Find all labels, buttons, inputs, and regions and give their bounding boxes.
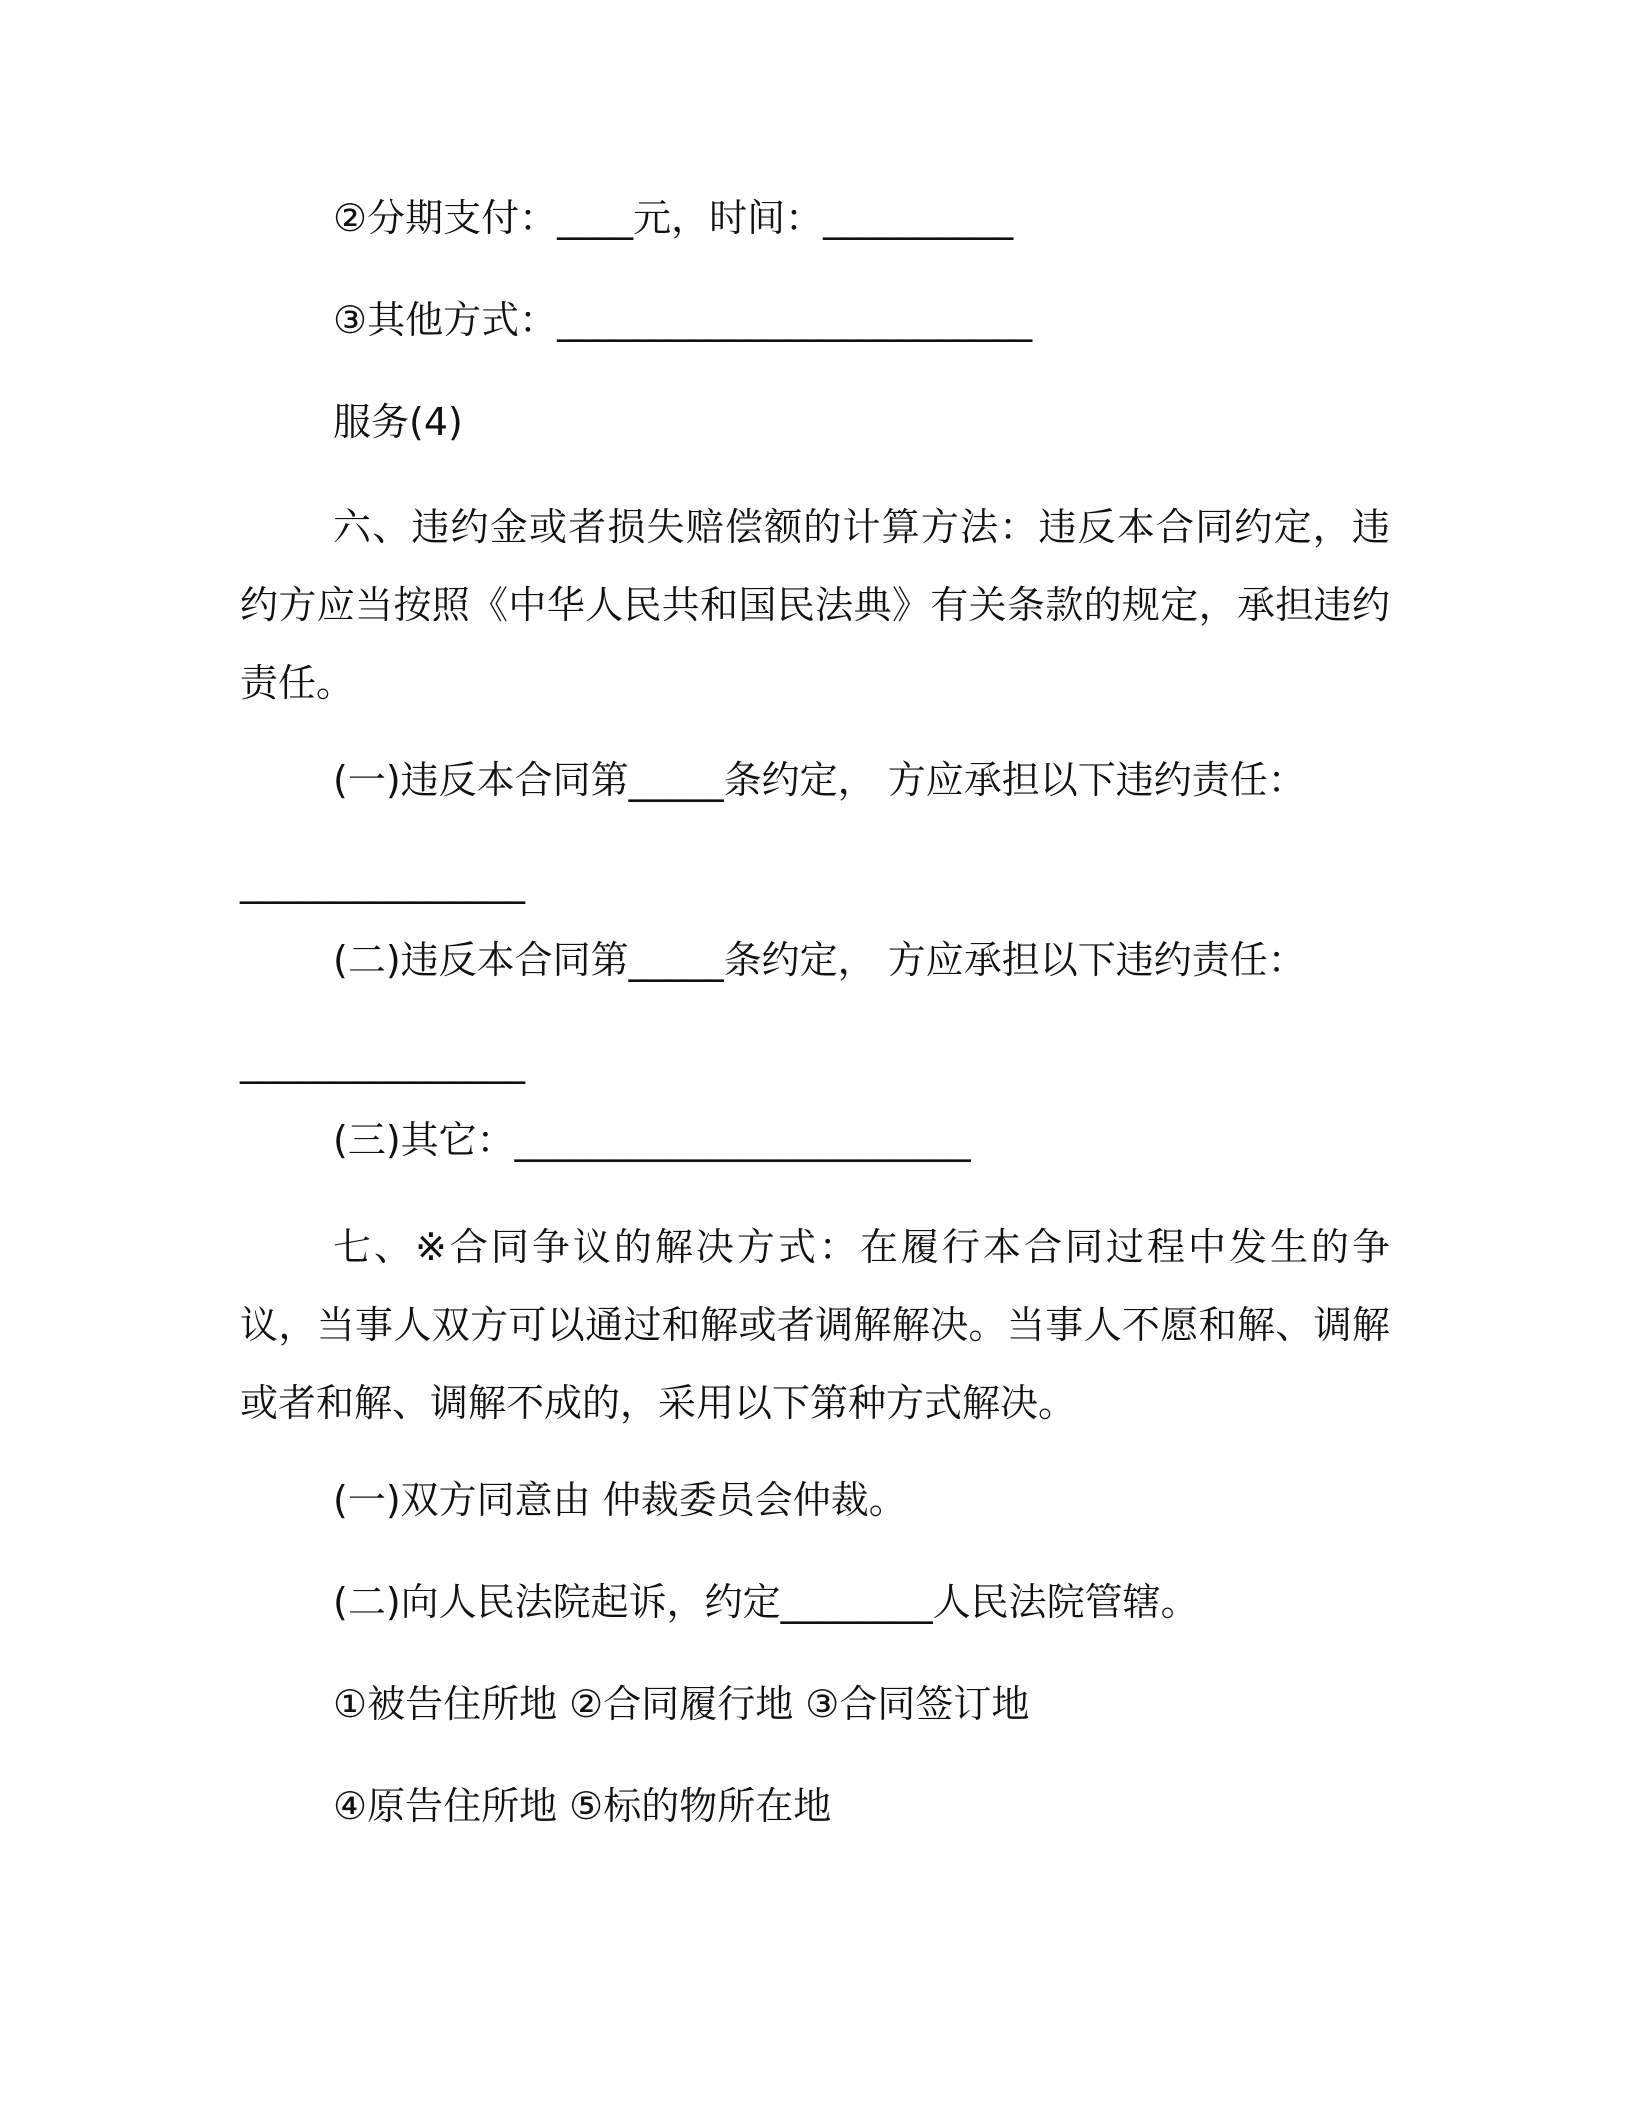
section-seven-paragraph: 七、※合同争议的解决方式：在履行本合同过程中发生的争议，当事人双方可以通过和解或者调解解决。当事人不愿和解、调解或者和解、调解不成的，采用以下第种方式解决。 xyxy=(240,1225,1390,1425)
section-six-paragraph: 六、违约金或者损失赔偿额的计算方法：违反本合同约定，违约方应当按照《中华人民共和国民法典》有关条款的规定，承担违约责任。 xyxy=(240,505,1390,705)
breach-clause-two: (二)违反本合同第_____条约定， 方应承担以下违约责任： xyxy=(333,938,1306,982)
installment-payment-line: ②分期支付：____元，时间：__________ xyxy=(333,196,1014,240)
breach-clause-one-blank: _______________ xyxy=(240,860,525,904)
breach-clause-other: (三)其它：________________________ xyxy=(333,1118,971,1162)
arbitration-option: (一)双方同意由 仲裁委员会仲裁。 xyxy=(333,1478,907,1522)
breach-clause-one: (一)违反本合同第_____条约定， 方应承担以下违约责任： xyxy=(333,758,1306,802)
court-option: (二)向人民法院起诉，约定________人民法院管辖。 xyxy=(333,1580,1199,1624)
service-label: 服务(4) xyxy=(333,400,463,444)
jurisdiction-options-row-2: ④原告住所地 ⑤标的物所在地 xyxy=(333,1784,832,1828)
breach-clause-two-blank: _______________ xyxy=(240,1040,525,1084)
other-payment-method-line: ③其他方式：_________________________ xyxy=(333,298,1033,342)
jurisdiction-options-row-1: ①被告住所地 ②合同履行地 ③合同签订地 xyxy=(333,1682,1030,1726)
